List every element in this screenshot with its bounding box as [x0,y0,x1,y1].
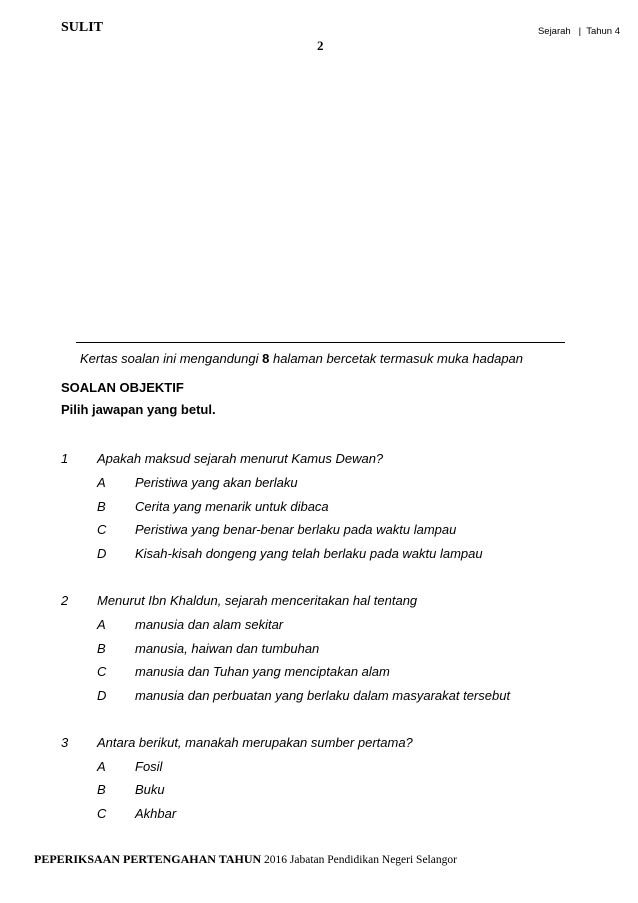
divider-line [76,342,565,343]
page-number: 2 [317,38,324,53]
option-text: Akhbar [135,806,177,821]
option-text: manusia dan perbuatan yang berlaku dalam masyarakat tersebut [135,688,511,703]
question-text: Antara berikut, manakah merupakan sumber pertama? [97,735,413,750]
question-text: Menurut Ibn Khaldun, sejarah menceritakan hal tentang [97,593,418,608]
footer [34,852,457,867]
option-text: Peristiwa yang benar-benar berlaku pada waktu lampau [135,522,457,537]
footer-year-department: 2016 Jabatan Pendidikan Negeri Selangor [261,854,457,866]
option-text: manusia dan Tuhan yang menciptakan alam [135,664,390,679]
header-sulit: SULIT [61,20,104,35]
question-number: 2 [61,593,69,608]
footer-exam-title: PEPERIKSAAN PERTENGAHAN TAHUN [34,852,262,866]
intro-after: halaman bercetak termasuk muka hadapan [269,351,524,366]
option-letter: D [97,688,107,703]
option-letter: B [97,782,106,797]
option-text: Cerita yang menarik untuk dibaca [135,499,329,514]
intro-note [80,351,523,366]
option-letter: C [97,664,107,679]
option-letter: B [97,641,106,656]
option-text: manusia, haiwan dan tumbuhan [135,641,320,656]
section-title: SOALAN OBJEKTIF [61,380,184,395]
option-text: Kisah-kisah dongeng yang telah berlaku pada waktu lampau [135,546,483,561]
instruction: Pilih jawapan yang betul. [61,402,216,417]
option-text: manusia dan alam sekitar [135,617,284,632]
option-letter: A [97,617,106,632]
option-letter: B [97,499,106,514]
option-text: Peristiwa yang akan berlaku [135,475,298,490]
option-letter: D [97,546,107,561]
option-letter: A [97,475,106,490]
intro-before: Kertas soalan ini mengandungi [80,351,263,366]
question-text: Apakah maksud sejarah menurut Kamus Dewan? [97,451,384,466]
intro-page-count: 8 [262,351,270,366]
option-letter: C [97,806,107,821]
question-number: 3 [61,735,69,750]
option-text: Buku [135,782,165,797]
option-letter: C [97,522,107,537]
option-letter: A [97,759,106,774]
header-subject: Sejarah | Tahun 4 [537,26,620,37]
option-text: Fosil [135,759,163,774]
question-number: 1 [61,451,69,466]
